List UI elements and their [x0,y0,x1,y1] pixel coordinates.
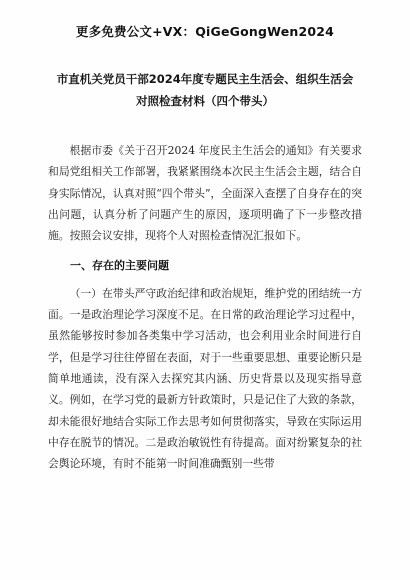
document-title [40,68,370,112]
body-paragraph: （一）在带头严守政治纪律和政治规矩，维护党的团结统一方面。一是政治理论学习深度不足。在日常的政治理论学习过程中，虽然能够按时参加各类集中学习活动，也会利用业余时间进行自学，但是学习往往停留在表面，对于一些重要思想、重要论断只是简单地通读，没有深入去探究其内涵、历史背景以及现实指导意义。例如，在学习党的最新方针政策时，只是记住了大致的条款，却未能很好地结合实际工作去思考如何贯彻落实，导致在实际运用中存在脱节的情况。二是政治敏锐性有待提高。面对纷繁复杂的社会舆论环境，有时不能第一时间准确甄别一些带 [48,286,362,471]
document-body [48,140,362,474]
section-heading: 一、存在的主要问题 [70,259,169,273]
intro-paragraph: 根据市委《关于召开2024 年度民主生活会的通知》有关要求和局党组相关工作部署，我紧紧围绕本次民主生活会主题，结合自身实际情况，认真对照“四个带头”，全面深入查摆了自身存在的突出问题，认真分析了问题产生的原因，逐项明确了下一步整改措施。按照会议安排，现将个人对照检查情况汇报如下。 [48,144,362,243]
watermark-banner: 更多免费公文+VX：QiGeGongWen2024 [75,24,335,39]
title-line-1: 市直机关党员干部2024年度专题民主生活会、组织生活会 [56,72,354,86]
title-line-2: 对照检查材料（四个带头） [136,94,274,108]
